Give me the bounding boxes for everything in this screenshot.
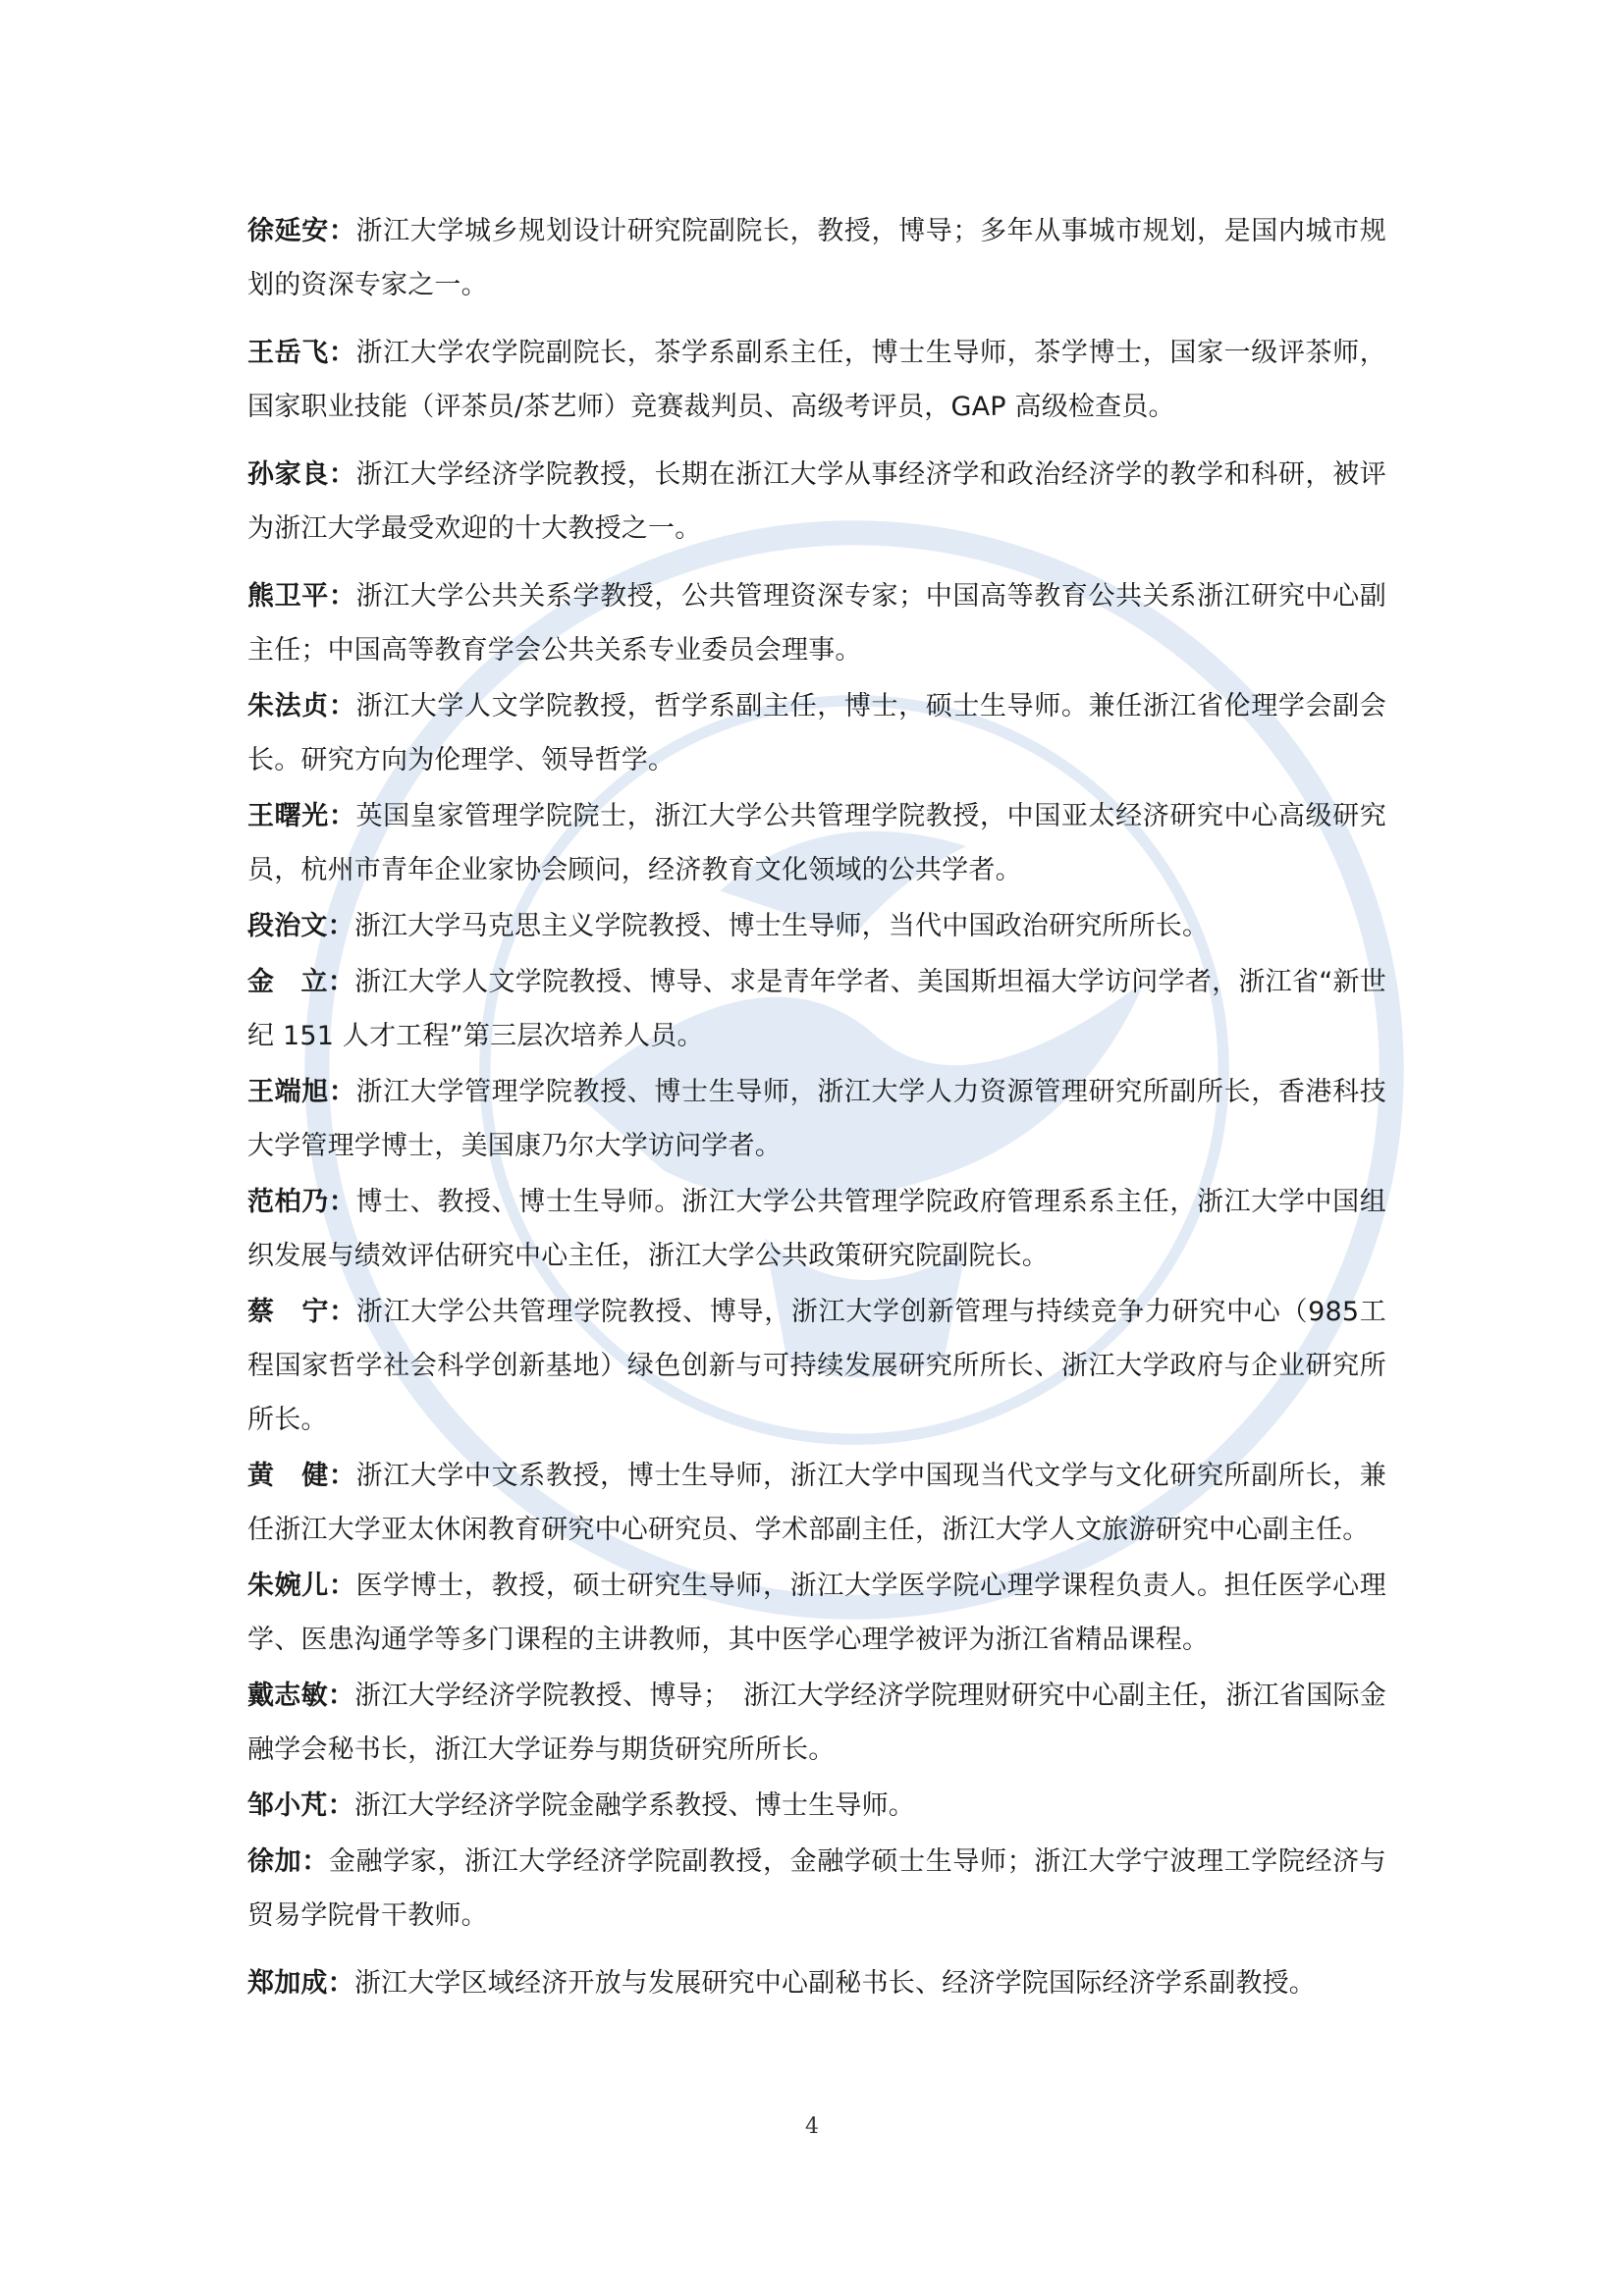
faculty-name: 王岳飞：	[247, 338, 356, 368]
faculty-entry	[247, 1835, 1386, 1943]
faculty-entry	[247, 204, 1386, 312]
faculty-name: 邹小芃：	[247, 1790, 354, 1821]
faculty-entry	[247, 448, 1386, 556]
faculty-description: 浙江大学区域经济开放与发展研究中心副秘书长、经济学院国际经济学系副教授。	[353, 1968, 1317, 1999]
page-number: 4	[805, 2114, 819, 2139]
faculty-description: 浙江大学中文系教授，博士生导师，浙江大学中国现当代文学与文化研究所副所长，兼任浙江大学亚太休闲教育研究中心研究员、学术部副主任，浙江大学人文旅游研究中心副主任。	[247, 1461, 1386, 1545]
faculty-name: 郑加成：	[247, 1968, 354, 1999]
faculty-entry	[247, 1175, 1386, 1283]
faculty-entry	[247, 1956, 1386, 2010]
faculty-entry	[247, 1779, 1386, 1833]
faculty-name: 金 立：	[247, 967, 355, 997]
faculty-name: 段治文：	[247, 911, 354, 941]
faculty-name: 范柏乃：	[247, 1187, 356, 1217]
faculty-description: 浙江大学管理学院教授、博士生导师，浙江大学人力资源管理研究所副所长，香港科技大学管理学博士，美国康乃尔大学访问学者。	[247, 1077, 1386, 1161]
faculty-description: 金融学家，浙江大学经济学院副教授，金融学硕士生导师；浙江大学宁波理工学院经济与贸易学院骨干教师。	[247, 1846, 1386, 1931]
faculty-description: 浙江大学马克思主义学院教授、博士生导师，当代中国政治研究所所长。	[353, 911, 1210, 941]
faculty-name: 孙家良：	[247, 459, 356, 490]
faculty-description: 英国皇家管理学院院士，浙江大学公共管理学院教授，中国亚太经济研究中心高级研究员，杭州市青年企业家协会顾问，经济教育文化领域的公共学者。	[247, 801, 1386, 885]
faculty-description: 浙江大学公共管理学院教授、博导，浙江大学创新管理与持续竞争力研究中心（985工程国家哲学社会科学创新基地）绿色创新与可持续发展研究所所长、浙江大学政府与企业研究所所长。	[247, 1297, 1386, 1435]
faculty-entry	[247, 789, 1386, 897]
faculty-description: 浙江大学城乡规划设计研究院副院长，教授，博导；多年从事城市规划，是国内城市规划的资深专家之一。	[247, 216, 1386, 300]
faculty-list	[247, 204, 1386, 2010]
faculty-entry	[247, 1669, 1386, 1777]
faculty-name: 王曙光：	[247, 801, 356, 831]
faculty-name: 黄 健：	[247, 1461, 356, 1491]
faculty-entry	[247, 1285, 1386, 1447]
faculty-name: 熊卫平：	[247, 581, 356, 612]
faculty-entry	[247, 569, 1386, 677]
faculty-name: 朱法贞：	[247, 691, 356, 721]
faculty-name: 徐延安：	[247, 216, 356, 246]
faculty-description: 浙江大学公共关系学教授，公共管理资深专家；中国高等教育公共关系浙江研究中心副主任；中国高等教育学会公共关系专业委员会理事。	[247, 581, 1386, 666]
faculty-description: 博士、教授、博士生导师。浙江大学公共管理学院政府管理系系主任，浙江大学中国组织发展与绩效评估研究中心主任，浙江大学公共政策研究院副院长。	[247, 1187, 1386, 1271]
faculty-description: 浙江大学经济学院教授、博导； 浙江大学经济学院理财研究中心副主任，浙江省国际金融学会秘书长，浙江大学证券与期货研究所所长。	[247, 1681, 1386, 1765]
faculty-entry	[247, 1449, 1386, 1557]
faculty-entry	[247, 899, 1386, 953]
faculty-entry	[247, 679, 1386, 787]
faculty-entry	[247, 1559, 1386, 1667]
faculty-name: 王端旭：	[247, 1077, 356, 1107]
faculty-name: 朱婉儿：	[247, 1571, 356, 1601]
faculty-entry	[247, 1065, 1386, 1173]
faculty-description: 浙江大学农学院副院长，茶学系副系主任，博士生导师，茶学博士，国家一级评茶师，国家职业技能（评茶员/茶艺师）竞赛裁判员、高级考评员，GAP 高级检查员。	[247, 338, 1386, 422]
faculty-description: 浙江大学经济学院教授，长期在浙江大学从事经济学和政治经济学的教学和科研，被评为浙江大学最受欢迎的十大教授之一。	[247, 459, 1386, 544]
faculty-description: 浙江大学人文学院教授，哲学系副主任，博士，硕士生导师。兼任浙江省伦理学会副会长。研究方向为伦理学、领导哲学。	[247, 691, 1386, 775]
faculty-name: 蔡 宁：	[247, 1297, 356, 1327]
faculty-name: 徐加：	[247, 1846, 329, 1877]
faculty-description: 医学博士，教授，硕士研究生导师，浙江大学医学院心理学课程负责人。担任医学心理学、医患沟通学等多门课程的主讲教师，其中医学心理学被评为浙江省精品课程。	[247, 1571, 1386, 1655]
faculty-description: 浙江大学人文学院教授、博导、求是青年学者、美国斯坦福大学访问学者，浙江省“新世纪 151 人才工程”第三层次培养人员。	[247, 967, 1386, 1051]
faculty-entry	[247, 326, 1386, 434]
faculty-name: 戴志敏：	[247, 1681, 355, 1711]
faculty-entry	[247, 955, 1386, 1063]
faculty-description: 浙江大学经济学院金融学系教授、博士生导师。	[353, 1790, 916, 1821]
